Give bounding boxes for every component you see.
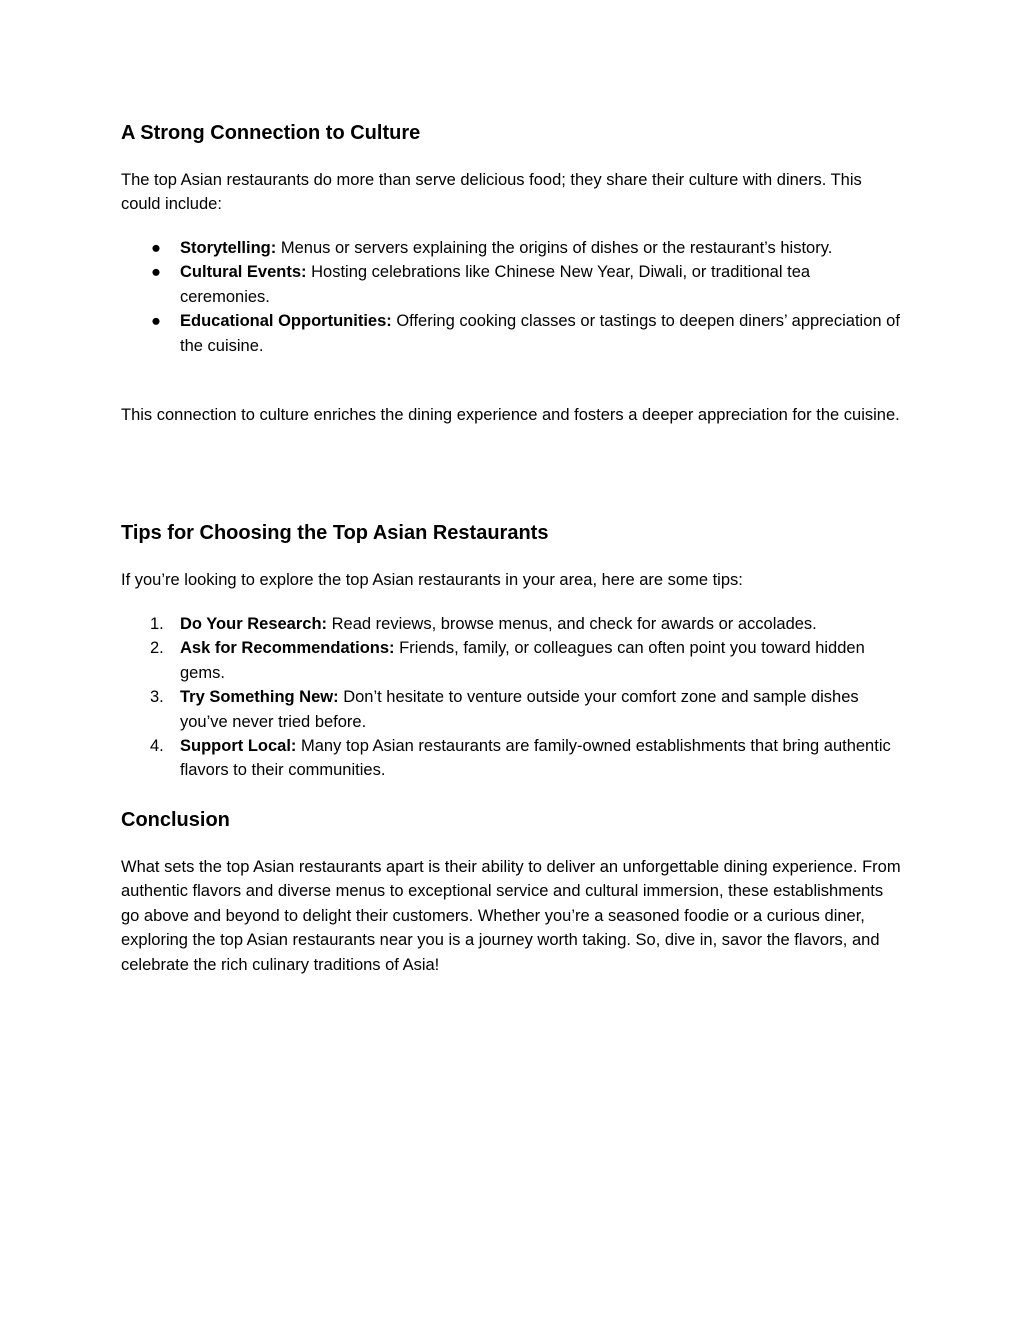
tip-text: Friends, family, or colleagues can often point you toward hidden gems. [180, 639, 865, 682]
list-number: 4. [150, 737, 164, 756]
tip-text: Many top Asian restaurants are family-owned establishments that bring authentic flavors to their communities. [180, 737, 891, 780]
tip-do-your-research [121, 612, 901, 636]
bullet-marker: ● [151, 312, 161, 331]
culture-outro: This connection to culture enriches the dining experience and fosters a deeper appreciation for the cuisine. [121, 406, 900, 424]
tips-heading: Tips for Choosing the Top Asian Restaurants [121, 522, 549, 544]
bullet-label: Cultural Events: [180, 263, 307, 282]
conclusion-body: What sets the top Asian restaurants apart is their ability to deliver an unforgettable dining experience. From authentic flavors and diverse menus to exceptional service and cultural immersion, these establishments go above and beyond to delight their customers. Whether you’re a seasoned foodie or a curious diner, exploring the top Asian restaurants near you is a journey worth taking. So, dive in, savor the flavors, and celebrate the rich culinary traditions of Asia! [121, 858, 901, 974]
bullet-text: Menus or servers explaining the origins of dishes or the restaurant’s history. [276, 239, 833, 257]
bullet-label: Educational Opportunities: [180, 312, 392, 331]
tip-ask-for-recommendations [121, 636, 901, 685]
tip-label: Try Something New: [180, 688, 339, 707]
bullet-storytelling [121, 236, 901, 260]
bullet-marker: ● [151, 239, 161, 257]
tip-try-something-new [121, 685, 901, 734]
bullet-educational-opportunities [121, 309, 901, 358]
tips-numbered-list [121, 612, 901, 783]
tip-support-local [121, 734, 901, 783]
tips-intro: If you’re looking to explore the top Asian restaurants in your area, here are some tips: [121, 571, 743, 589]
bullet-text: Offering cooking classes or tastings to deepen diners’ appreciation of the cuisine. [180, 312, 900, 355]
bullet-cultural-events [121, 260, 901, 309]
culture-heading: A Strong Connection to Culture [121, 122, 421, 144]
tip-label: Support Local: [180, 737, 297, 756]
tip-label: Do Your Research: [180, 615, 328, 633]
bullet-text: Hosting celebrations like Chinese New Year, Diwali, or traditional tea ceremonies. [180, 263, 811, 306]
tip-label: Ask for Recommendations: [180, 639, 395, 658]
tip-text: Don’t hesitate to venture outside your comfort zone and sample dishes you’ve never tried before. [180, 688, 859, 731]
bullet-marker: ● [151, 263, 161, 282]
culture-bullet-list [121, 236, 901, 358]
bullet-label: Storytelling: [180, 239, 277, 257]
list-number: 2. [150, 639, 164, 658]
culture-intro: The top Asian restaurants do more than serve delicious food; they share their culture with diners. This could include: [121, 171, 862, 214]
conclusion-heading: Conclusion [121, 809, 230, 831]
tip-text: Read reviews, browse menus, and check for awards or accolades. [327, 615, 817, 633]
list-number: 1. [150, 615, 164, 633]
list-number: 3. [150, 688, 164, 707]
